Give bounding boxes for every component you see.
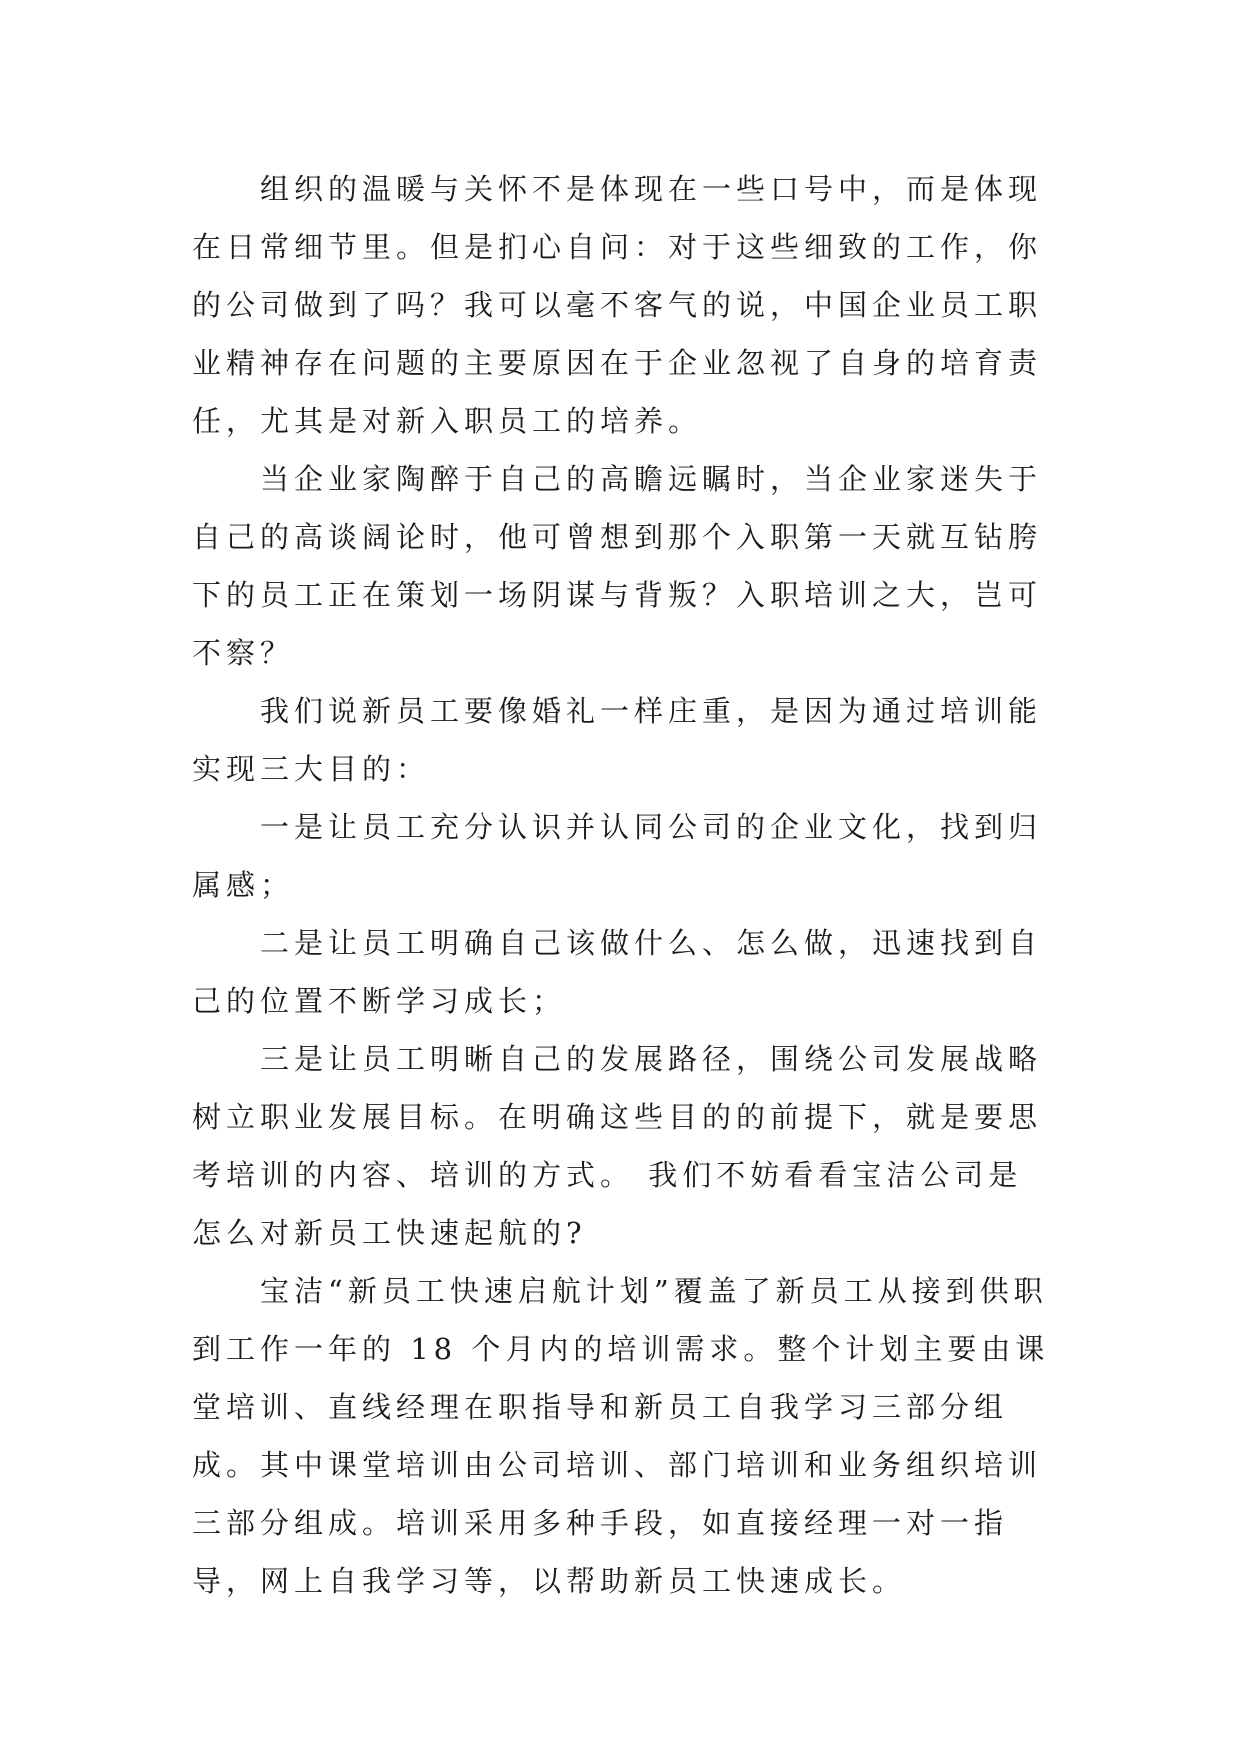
paragraph-6: 三是让员工明晰自己的发展路径，围绕公司发展战略树立职业发展目标。在明确这些目的的前提下，就是要思考培训的内容、培训的方式。 我们不妨看看宝洁公司是怎么对新员工快速起航的? [192,1042,1043,1250]
paragraph-1: 组织的温暖与关怀不是体现在一些口号中，而是体现在日常细节里。但是扪心自问：对于这些细致的工作，你的公司做到了吗？我可以毫不客气的说，中国企业员工职业精神存在问题的主要原因在于企业忽视了自身的培育责任，尤其是对新入职员工的培养。 [192,172,1043,438]
paragraph-2: 当企业家陶醉于自己的高瞻远瞩时，当企业家迷失于自己的高谈阔论时，他可曾想到那个入职第一天就互钻胯下的员工正在策划一场阴谋与背叛？入职培训之大，岂可不察？ [192,462,1043,670]
paragraph-3: 我们说新员工要像婚礼一样庄重，是因为通过培训能实现三大目的： [192,694,1043,786]
paragraph-4: 一是让员工充分认识并认同公司的企业文化，找到归属感； [192,810,1043,902]
paragraph-7: 宝洁“新员工快速启航计划”覆盖了新员工从接到供职到工作一年的 18 个月内的培训需求。整个计划主要由课堂培训、直线经理在职指导和新员工自我学习三部分组成。其中课堂培训由公司培训、部门培训和业务组织培训三部分组成。培训采用多种手段，如直接经理一对一指导，网上自我学习等，以帮助新员工快速成长。 [192,1274,1050,1598]
paragraph-5: 二是让员工明确自己该做什么、怎么做，迅速找到自己的位置不断学习成长； [192,926,1043,1018]
document-body [192,160,1052,1610]
